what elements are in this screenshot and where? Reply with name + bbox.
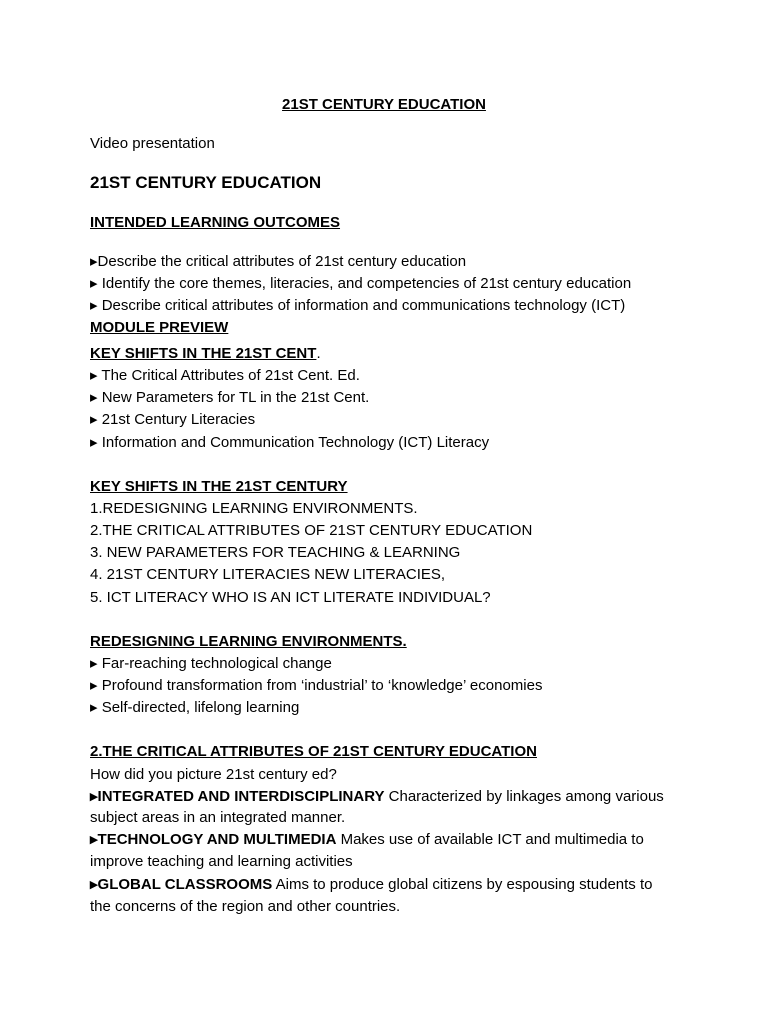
list-item: ▸ New Parameters for TL in the 21st Cent. bbox=[90, 389, 370, 406]
attribute-item bbox=[90, 875, 653, 895]
ilo-heading: INTENDED LEARNING OUTCOMES bbox=[90, 214, 341, 231]
list-item: ▸Describe the critical attributes of 21st century education bbox=[90, 253, 467, 270]
list-item: 3. NEW PARAMETERS FOR TEACHING & LEARNING bbox=[90, 544, 461, 561]
attribute-text: Aims to produce global citizens by espousing students to bbox=[272, 876, 653, 893]
subtitle: Video presentation bbox=[90, 135, 215, 152]
list-item: ▸ The Critical Attributes of 21st Cent. Ed. bbox=[90, 367, 360, 384]
list-item: 4. 21ST CENTURY LITERACIES NEW LITERACIES, bbox=[90, 566, 446, 583]
attribute-continuation: subject areas in an integrated manner. bbox=[90, 809, 346, 826]
list-item: ▸ Profound transformation from ‘industrial’ to ‘knowledge’ economies bbox=[90, 677, 543, 694]
attribute-text: Makes use of available ICT and multimedia to bbox=[336, 831, 644, 848]
list-item: ▸ 21st Century Literacies bbox=[90, 411, 256, 428]
subheading-suffix: . bbox=[316, 345, 321, 362]
main-heading: 21ST CENTURY EDUCATION bbox=[90, 173, 322, 192]
list-item: ▸ Far-reaching technological change bbox=[90, 655, 332, 672]
attribute-item bbox=[90, 830, 644, 850]
key-shifts-heading: KEY SHIFTS IN THE 21ST CENTURY bbox=[90, 478, 348, 495]
module-preview-subheading bbox=[90, 344, 321, 364]
list-item: ▸ Self-directed, lifelong learning bbox=[90, 699, 300, 716]
module-preview-heading: MODULE PREVIEW bbox=[90, 319, 229, 336]
list-item: ▸ Describe critical attributes of information and communications technology (ICT) bbox=[90, 297, 626, 314]
attribute-title: ▸INTEGRATED AND INTERDISCIPLINARY bbox=[90, 788, 385, 805]
critical-attributes-heading: 2.THE CRITICAL ATTRIBUTES OF 21ST CENTURY EDUCATION bbox=[90, 743, 537, 760]
list-item: 1.REDESIGNING LEARNING ENVIRONMENTS. bbox=[90, 500, 418, 517]
attribute-item bbox=[90, 787, 664, 807]
attribute-continuation: improve teaching and learning activities bbox=[90, 853, 353, 870]
attribute-text: Characterized by linkages among various bbox=[384, 788, 664, 805]
list-item: ▸ Information and Communication Technology (ICT) Literacy bbox=[90, 434, 490, 451]
list-item: 5. ICT LITERACY WHO IS AN ICT LITERATE INDIVIDUAL? bbox=[90, 589, 491, 606]
list-item: 2.THE CRITICAL ATTRIBUTES OF 21ST CENTURY EDUCATION bbox=[90, 522, 533, 539]
list-item: ▸ Identify the core themes, literacies, and competencies of 21st century education bbox=[90, 275, 632, 292]
question-text: How did you picture 21st century ed? bbox=[90, 766, 337, 783]
attribute-title: ▸TECHNOLOGY AND MULTIMEDIA bbox=[90, 831, 337, 848]
subheading-text: KEY SHIFTS IN THE 21ST CENT bbox=[90, 345, 317, 362]
document-title: 21ST CENTURY EDUCATION bbox=[282, 96, 486, 113]
attribute-title: ▸GLOBAL CLASSROOMS bbox=[90, 876, 273, 893]
redesigning-heading: REDESIGNING LEARNING ENVIRONMENTS. bbox=[90, 633, 407, 650]
attribute-continuation: the concerns of the region and other countries. bbox=[90, 898, 401, 915]
